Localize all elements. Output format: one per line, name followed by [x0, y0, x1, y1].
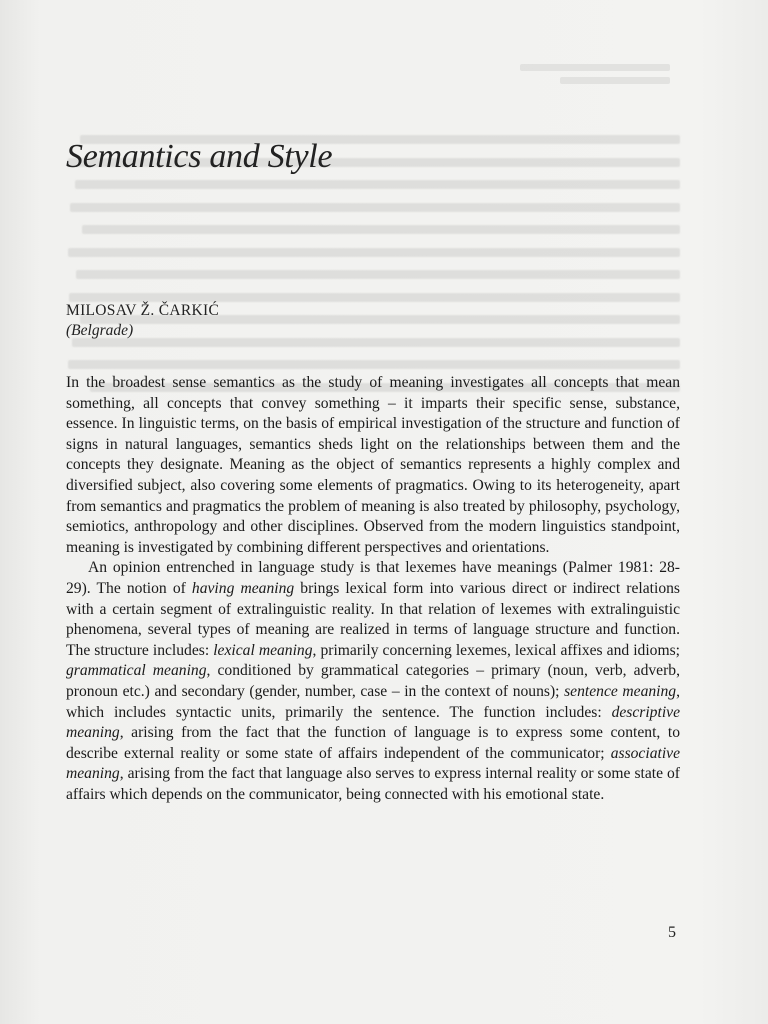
- term-associative-meaning: associative meaning: [66, 744, 680, 783]
- paragraph-1: In the broadest sense semantics as the study of meaning investigates all concepts that mean something, all concepts that convey something – it imparts their specific sense, substance, essence. In linguistic terms, on the basis of empirical investigation of the structure and function of signs in natural languages, semantics sheds light on the relationships between them and the concepts they designate. Meaning as the object of semantics represents a highly complex and diversified subject, also covering some elements of pragmatics. Owing to its heterogeneity, apart from semantics and pragmatics the problem of meaning is also treated by philosophy, psychology, semiotics, anthropology and other disciplines. Observed from the modern linguistics standpoint, meaning is investigated by combining different perspectives and orientations.: [66, 374, 680, 556]
- paragraph-2-text: , arising from the fact that the function of language is to express some content, to describe external reality or some state of affairs independent of the communicator;: [66, 724, 680, 762]
- term-grammatical-meaning: grammatical meaning: [66, 662, 207, 680]
- article-body: [66, 373, 680, 805]
- article-title: Semantics and Style: [66, 138, 333, 175]
- paragraph-2-text: , conditioned by grammatical categories – primary (noun, verb, adverb, pronoun etc.) and secondary (gender, number, case – in the context of nouns);: [66, 662, 680, 700]
- author-affiliation: (Belgrade): [66, 322, 134, 339]
- term-sentence-meaning: sentence meaning: [564, 682, 677, 700]
- page-number: 5: [668, 924, 676, 941]
- paragraph-2: [66, 558, 680, 805]
- paragraph-2-text: brings lexical form into various direct or indirect relations with a certain segment of extralinguistic reality. In that relation of lexemes with extralinguistic phenomena, several types of meaning are realized in terms of language structure and function. The structure includes:: [66, 579, 680, 659]
- paragraph-2-text: , primarily concerning lexemes, lexical affixes and idioms;: [312, 641, 680, 659]
- paragraph-2-text: , which includes syntactic units, primarily the sentence. The function includes:: [66, 682, 681, 721]
- bleed-through-header: [520, 64, 680, 92]
- term-descriptive-meaning: descriptive meaning: [66, 703, 680, 742]
- paragraph-2-text: , arising from the fact that language also serves to express internal reality or some state of affairs which depends on the communicator, being connected with his emotional state.: [66, 765, 680, 803]
- term-lexical-meaning: lexical meaning: [213, 641, 313, 659]
- paragraph-2-text: An opinion entrenched in language study is that lexemes have meanings (Palmer 1981: 28-29). The notion of: [66, 559, 680, 597]
- author-name: MILOSAV Ž. ČARKIĆ: [66, 302, 220, 319]
- term-having-meaning: having meaning: [191, 579, 295, 597]
